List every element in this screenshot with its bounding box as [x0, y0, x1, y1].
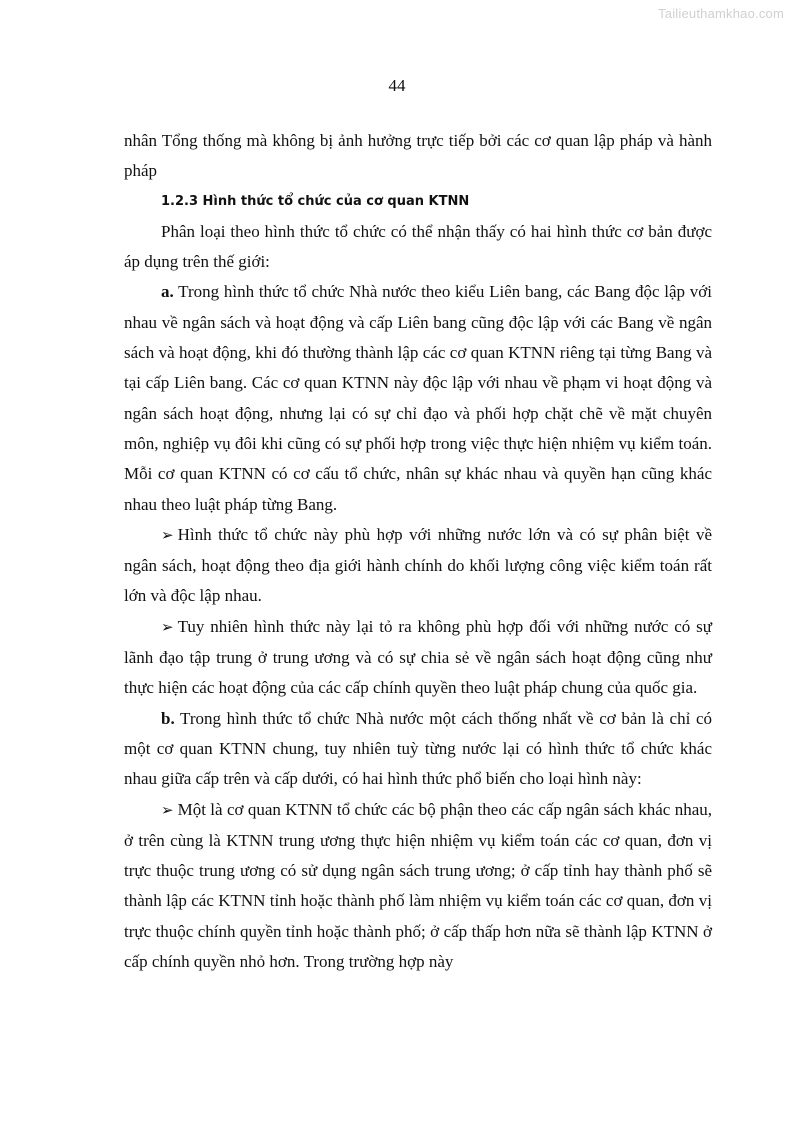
arrow-bullet-icon: ➢	[161, 619, 174, 636]
bullet-paragraph	[124, 612, 712, 704]
bullet-text: Tuy nhiên hình thức này lại tỏ ra không phù hợp đối với những nước có sự lãnh đạo tập trung ở trung ương và có sự chia sẻ về ngân sách hoạt động cũng như thực hiện các hoạt động của các cấp chính quyền theo luật pháp chung của quốc gia.	[124, 616, 712, 698]
item-label-a: a.	[161, 282, 174, 302]
paragraph-b	[124, 704, 712, 795]
paragraph: Phân loại theo hình thức tổ chức có thể nhận thấy có hai hình thức cơ bản được áp dụng trên thế giới:	[124, 221, 712, 272]
bullet-text: Hình thức tổ chức này phù hợp với những nước lớn và có sự phân biệt về ngân sách, hoạt động theo địa giới hành chính do khối lượng công việc kiểm toán rất lớn và độc lập nhau.	[124, 524, 712, 606]
bullet-paragraph	[124, 520, 712, 612]
section-heading: 1.2.3 Hình thức tổ chức của cơ quan KTNN	[161, 193, 470, 209]
document-body	[124, 126, 712, 977]
bullet-paragraph	[124, 795, 712, 978]
paragraph: nhân Tổng thống mà không bị ảnh hưởng trực tiếp bởi các cơ quan lập pháp và hành pháp	[124, 131, 712, 181]
paragraph-a-text: Trong hình thức tổ chức Nhà nước theo kiểu Liên bang, các Bang độc lập với nhau về ngân sách và hoạt động và cấp Liên bang cũng độc lập với các Bang về ngân sách và hoạt động, khi đó thường thành lập các cơ quan KTNN riêng tại từng Bang và tại cấp Liên bang. Các cơ quan KTNN này độc lập với nhau về phạm vi hoạt động và ngân sách hoạt động, nhưng lại có sự chỉ đạo và phối hợp chặt chẽ về mặt chuyên môn, nghiệp vụ đôi khi cũng có sự phối hợp trong việc thực hiện nhiệm vụ kiểm toán. Mỗi cơ quan KTNN có cơ cấu tổ chức, nhân sự khác nhau và quyền hạn cũng khác nhau theo luật pháp từng Bang.	[124, 282, 712, 514]
item-label-b: b.	[161, 708, 175, 728]
arrow-bullet-icon: ➢	[161, 802, 174, 819]
page-number: 44	[388, 76, 406, 95]
arrow-bullet-icon: ➢	[161, 527, 174, 544]
paragraph-b-text: Trong hình thức tổ chức Nhà nước một cách thống nhất về cơ bản là chỉ có một cơ quan KTNN chung, tuy nhiên tuỳ từng nước lại có hình thức tổ chức khác nhau giữa cấp trên và cấp dưới, có hai hình thức phổ biến cho loại hình này:	[124, 708, 712, 789]
bullet-text: Một là cơ quan KTNN tổ chức các bộ phận theo các cấp ngân sách khác nhau, ở trên cùng là KTNN trung ương thực hiện nhiệm vụ kiểm toán các cơ quan, đơn vị trực thuộc trung ương có sử dụng ngân sách trung ương; ở cấp tỉnh hay thành phố sẽ thành lập các KTNN tỉnh hoặc thành phố làm nhiệm vụ kiểm toán các cơ quan, đơn vị trực thuộc chính quyền tỉnh hoặc thành phố; ở cấp thấp hơn nữa sẽ thành lập KTNN ở cấp chính quyền nhỏ hơn. Trong trường hợp này	[124, 799, 712, 972]
watermark: Tailieuthamkhao.com	[658, 6, 784, 21]
paragraph-a	[124, 277, 712, 519]
